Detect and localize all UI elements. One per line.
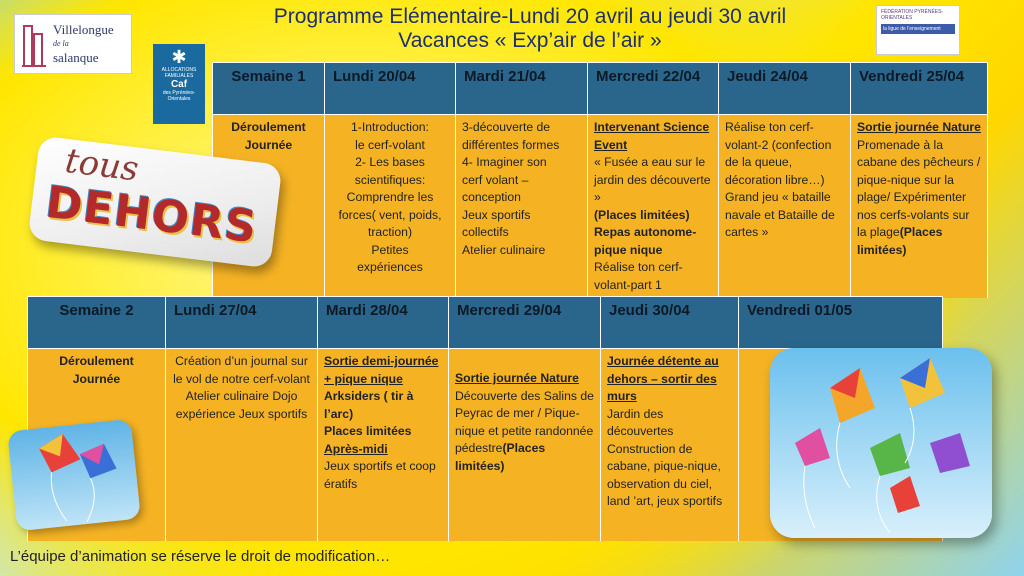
week2-cell-jeudi <box>601 349 739 541</box>
week1-header-mardi: Mardi 21/04 <box>456 63 588 115</box>
dehors-text: DEHORS <box>43 176 261 254</box>
mercredi-repas: Repas autonome- pique nique <box>594 225 697 257</box>
ligue-label-1: FÉDÉRATION PYRÉNÉES-ORIENTALES <box>881 9 944 21</box>
week2-cell-mardi <box>318 349 449 541</box>
footer-note: L’équipe d’animation se réserve le droit de modification… <box>10 548 391 565</box>
week1-row-label: Déroulement Journée <box>213 115 325 299</box>
jeudi2-text: Jardin des découvertes Construction de cabane, pique-nique, observation du ciel, land ’art, jeux sportifs <box>607 406 723 508</box>
tous-text: tous <box>62 140 141 190</box>
week2-header-row <box>28 297 943 349</box>
mercredi-intervenant-title: Intervenant Science Event <box>594 120 710 152</box>
week2-header-lundi: Lundi 27/04 <box>166 297 318 349</box>
vendredi-sortie-title: Sortie journée Nature <box>857 120 981 134</box>
caf-logo <box>153 44 205 124</box>
week1-cell-mardi: 3-découverte de différentes formes 4- Imaginer son cerf volant – conception Jeux sportifs collectifs Atelier culinaire <box>456 115 588 299</box>
week2-cell-mercredi <box>449 349 601 541</box>
mercredi-end: Réalise ton cerf-volant-part 1 <box>594 260 683 292</box>
mercredi-intervenant-text: « Fusée a eau sur le jardin des découverte » <box>594 155 711 204</box>
caf-label-2: Caf <box>170 79 188 90</box>
week1-cell-vendredi <box>851 115 988 299</box>
week1-cell-mercredi <box>588 115 719 299</box>
mardi-sortie-title: Sortie demi-journée + pique nique <box>324 354 439 386</box>
week2-header-vendredi: Vendredi 01/05 <box>739 297 943 349</box>
mardi-jeux: Jeux sportifs et coop ératifs <box>324 459 436 491</box>
week2-row-label: Déroulement Journée <box>28 349 166 541</box>
villelongue-logo <box>14 14 132 74</box>
jeudi2-title: Journée détente au dehors – sortir des murs <box>607 354 719 403</box>
mercredi2-sortie-text: Découverte des Salins de Peyrac de mer / Pique-nique et petite randonnée pédestre <box>455 388 594 455</box>
kites-small-image <box>7 419 141 531</box>
ville-name-3: salanque <box>53 50 99 65</box>
title-line-2: Vacances « Exp’air de l’air » <box>398 29 662 52</box>
mardi-places: Places limitées <box>324 424 412 438</box>
week2-header-mercredi: Mercredi 29/04 <box>449 297 601 349</box>
ligue-label-2: la ligue de l'enseignement <box>881 24 955 34</box>
ligue-logo <box>876 5 960 55</box>
week1-header-vendredi: Vendredi 25/04 <box>851 63 988 115</box>
week2-header-mardi: Mardi 28/04 <box>318 297 449 349</box>
week1-header-semaine: Semaine 1 <box>213 63 325 115</box>
caf-symbol-icon: ✱ <box>171 47 187 67</box>
week2-header-jeudi: Jeudi 30/04 <box>601 297 739 349</box>
week1-cell-lundi: 1-Introduction: le cerf-volant 2- Les bases scientifiques: Comprendre les forces( vent, poids, traction) Petites expériences <box>325 115 456 299</box>
week1-header-row <box>213 63 988 115</box>
week1-header-mercredi: Mercredi 22/04 <box>588 63 719 115</box>
tower-icon <box>20 20 50 70</box>
week1-header-jeudi: Jeudi 24/04 <box>719 63 851 115</box>
ville-name-2: de la <box>53 39 69 48</box>
mercredi2-places: (Places limitées) <box>455 441 546 473</box>
kites-illustration-icon <box>770 348 992 538</box>
caf-label-1: ALLOCATIONS FAMILIALES <box>161 67 197 79</box>
week1-header-lundi: Lundi 20/04 <box>325 63 456 115</box>
week2-header-semaine: Semaine 2 <box>28 297 166 349</box>
week1-table <box>212 62 988 298</box>
kites-big-image <box>770 348 992 538</box>
mardi-arksiders: Arksiders ( tir à l’arc) <box>324 389 414 421</box>
week1-cell-jeudi: Réalise ton cerf-volant-2 (confection de la queue, décoration libre…) Grand jeu « bataille navale et Bataille de cartes » <box>719 115 851 299</box>
ville-name-1: Villelongue <box>53 22 114 37</box>
mardi-apres-midi: Après-midi <box>324 441 388 456</box>
title-line-1: Programme Elémentaire-Lundi 20 avril au jeudi 30 avril <box>273 5 787 28</box>
kite-icon <box>7 419 141 531</box>
caf-label-3: des Pyrénées-Orientales <box>162 90 196 102</box>
mercredi-places: (Places limitées) <box>594 207 690 222</box>
week2-cell-lundi: Création d’un journal sur le vol de notre cerf-volant Atelier culinaire Dojo expérience Jeux sportifs <box>166 349 318 541</box>
mercredi2-sortie-title: Sortie journée Nature <box>455 371 579 385</box>
page-title <box>180 5 880 53</box>
vendredi-places: (Places limitées) <box>857 225 943 257</box>
week1-body-row <box>213 115 988 299</box>
vendredi-sortie-text: Promenade à la cabane des pêcheurs / pique-nique sur la plage/ Expérimenter nos cerfs-volants sur la plage <box>857 137 981 239</box>
